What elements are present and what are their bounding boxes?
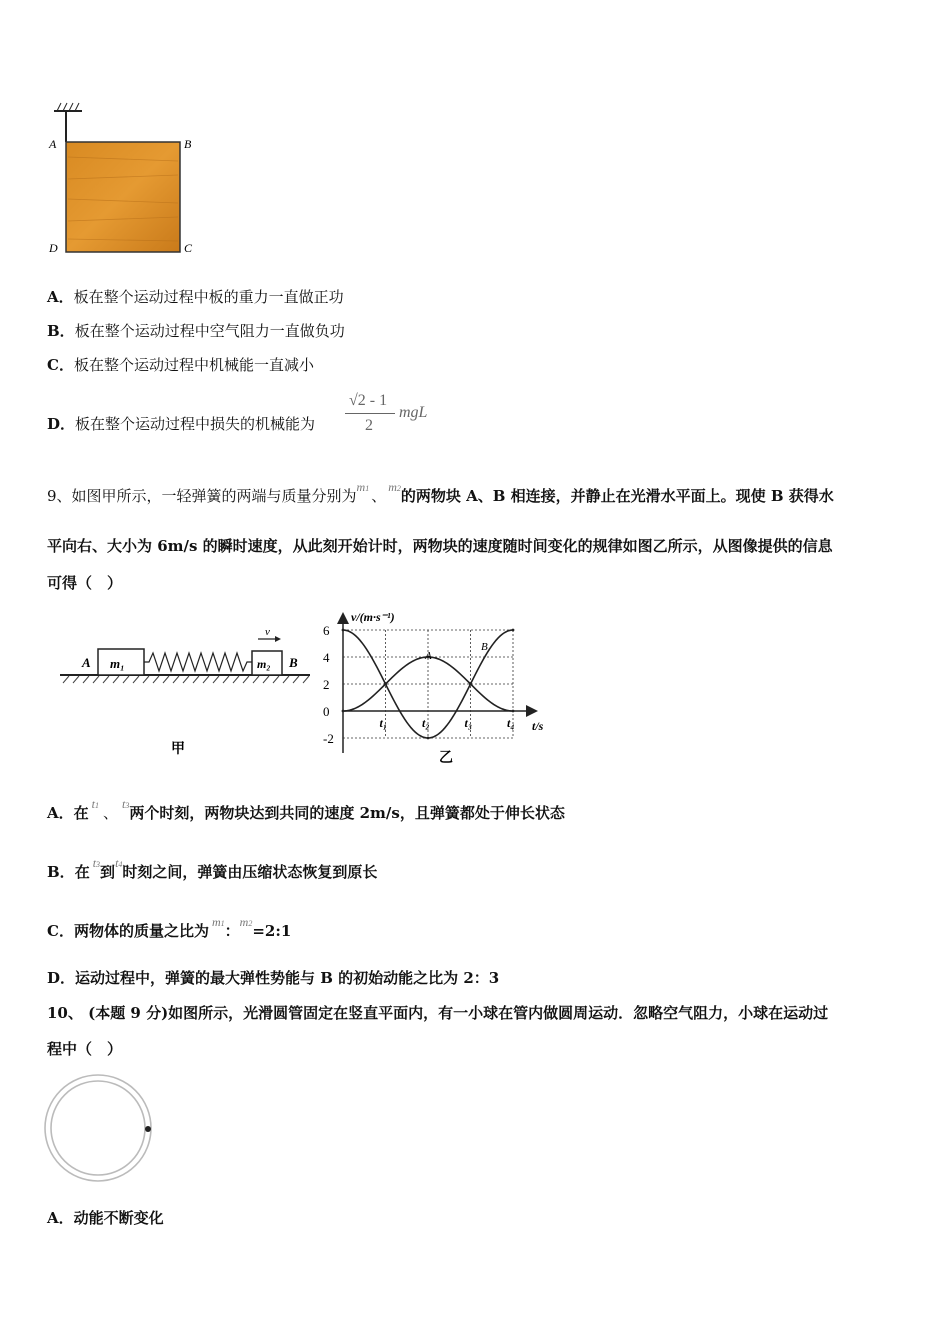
formula-fraction-bar — [345, 413, 395, 414]
q10-option-a — [47, 1207, 164, 1228]
figure-yi — [315, 605, 560, 770]
option-pre: 在 — [73, 804, 89, 822]
x-tick-label: t₄ — [507, 716, 515, 730]
option-key: D． — [47, 969, 76, 987]
option-mid: 到 — [100, 863, 116, 881]
q9-stem-line2: 平向右、大小为 6m/s 的瞬时速度，从此刻开始计时，两物块的速度随时间变化的规律如图乙所示，从图像提供的信息 — [47, 537, 833, 555]
guide-lines — [342, 629, 515, 740]
formula-numerator: √2 - 1 — [349, 392, 388, 409]
spring — [144, 653, 252, 671]
formula-denominator: 2 — [365, 417, 373, 434]
q9-m2: m2 — [388, 480, 401, 494]
y-ticks — [323, 623, 334, 746]
option-key: A． — [47, 804, 74, 822]
ground-hatch — [63, 676, 309, 683]
q8-option-a — [47, 286, 344, 307]
figure-jia — [55, 625, 315, 765]
y-tick-label: 2 — [323, 677, 330, 692]
ceiling-hatch — [54, 103, 82, 111]
board-label-a: A — [49, 137, 57, 151]
x-tick-label: t₂ — [422, 716, 430, 730]
circular-tube-figure — [40, 1070, 160, 1190]
y-tick-label: 4 — [323, 650, 330, 665]
option-text: 板在整个运动过程中损失的机械能为 — [75, 415, 316, 433]
option-sep: 、 — [103, 804, 119, 822]
q9-option-b — [47, 856, 378, 882]
option-key: D． — [47, 415, 76, 433]
m2-symbol: m2 — [239, 915, 253, 929]
vt-chart-svg — [315, 605, 560, 770]
option-key: C． — [47, 922, 74, 940]
wooden-board — [66, 142, 180, 252]
label-b: B — [289, 655, 298, 670]
curve-b-label: B — [481, 641, 488, 653]
board-figure — [40, 95, 210, 260]
option-key: A． — [47, 1209, 74, 1227]
q8-option-d — [47, 413, 315, 434]
option-text: 运动过程中，弹簧的最大弹性势能与 B 的初始动能之比为 2：3 — [75, 969, 500, 987]
t1-symbol: t1 — [91, 797, 99, 811]
option-text: 板在整个运动过程中空气阻力一直做负功 — [74, 322, 345, 340]
q9-option-d — [47, 967, 499, 988]
energy-loss-formula — [345, 390, 445, 440]
ratio-colon: ： — [224, 922, 240, 940]
caption-jia: 甲 — [171, 742, 185, 757]
t4-symbol: t4 — [115, 856, 123, 870]
option-key: C． — [47, 356, 74, 374]
board-label-c: C — [184, 241, 193, 255]
q8-option-c — [47, 354, 314, 375]
q9-stem-pre: 9、如图甲所示，一轻弹簧的两端与质量分别为 — [47, 487, 357, 505]
option-text: =2:1 — [252, 922, 292, 940]
option-text: 时刻之间，弹簧由压缩状态恢复到原长 — [122, 863, 378, 881]
block-m1-label: m₁ — [110, 656, 125, 671]
velocity-arrowhead — [275, 636, 281, 642]
y-tick-label: 0 — [323, 704, 330, 719]
board-label-b: B — [184, 137, 192, 151]
tube-inner — [51, 1081, 145, 1175]
option-text: 两个时刻，两物块达到共同的速度 2m/s，且弹簧都处于伸长状态 — [129, 804, 565, 822]
velocity-label: v — [265, 626, 270, 638]
option-pre: 在 — [74, 863, 90, 881]
caption-yi: 乙 — [439, 751, 453, 766]
board-figure-svg — [40, 95, 210, 260]
y-tick-label: -2 — [323, 731, 334, 746]
q9-m1: m1 — [356, 480, 370, 494]
q9-stem-line1 — [47, 480, 834, 506]
m1-symbol: m1 — [211, 915, 225, 929]
block-m2-label: m₂ — [257, 657, 271, 671]
board-label-d: D — [49, 241, 58, 255]
t3-symbol: t3 — [92, 856, 101, 870]
small-ball — [145, 1126, 151, 1132]
tube-outer — [45, 1075, 151, 1181]
y-tick-label: 6 — [323, 623, 330, 638]
x-tick-label: t₁ — [379, 716, 388, 730]
label-a: A — [82, 655, 91, 670]
q9-stem-post: 的两物块 A、B 相连接，并静止在光滑水平面上。现使 B 获得水 — [400, 487, 834, 505]
q9-sep: 、 — [371, 487, 387, 505]
option-key: B． — [47, 322, 75, 340]
option-key: A． — [47, 288, 74, 306]
figure-jia-svg — [55, 625, 315, 765]
q10-stem-line1: 10、 (本题 9 分)如图所示，光滑圆管固定在竖直平面内，有一小球在管内做圆周运动．忽略空气阻力，小球在运动过 — [47, 1004, 829, 1022]
q8-option-b — [47, 320, 345, 341]
option-pre: 两物体的质量之比为 — [73, 922, 209, 940]
y-axis-label: v/(m·s⁻¹) — [351, 610, 395, 624]
option-text: 动能不断变化 — [73, 1209, 164, 1227]
x-axis-label: t/s — [532, 719, 544, 733]
formula-tail: mgL — [399, 404, 428, 421]
circular-tube-svg — [40, 1070, 160, 1190]
option-text: 板在整个运动过程中板的重力一直做正功 — [73, 288, 344, 306]
q10-stem-line2: 程中（ ） — [47, 1040, 123, 1058]
q9-option-c — [47, 915, 292, 941]
x-tick-label: t₃ — [464, 716, 473, 730]
t3-symbol: t3 — [122, 797, 130, 811]
x-ticks — [380, 716, 515, 730]
q9-stem-line3: 可得（ ） — [47, 574, 123, 592]
option-key: B． — [47, 863, 75, 881]
curve-a-label: A — [425, 650, 432, 662]
option-text: 板在整个运动过程中机械能一直减小 — [73, 356, 314, 374]
q9-option-a — [47, 797, 565, 823]
